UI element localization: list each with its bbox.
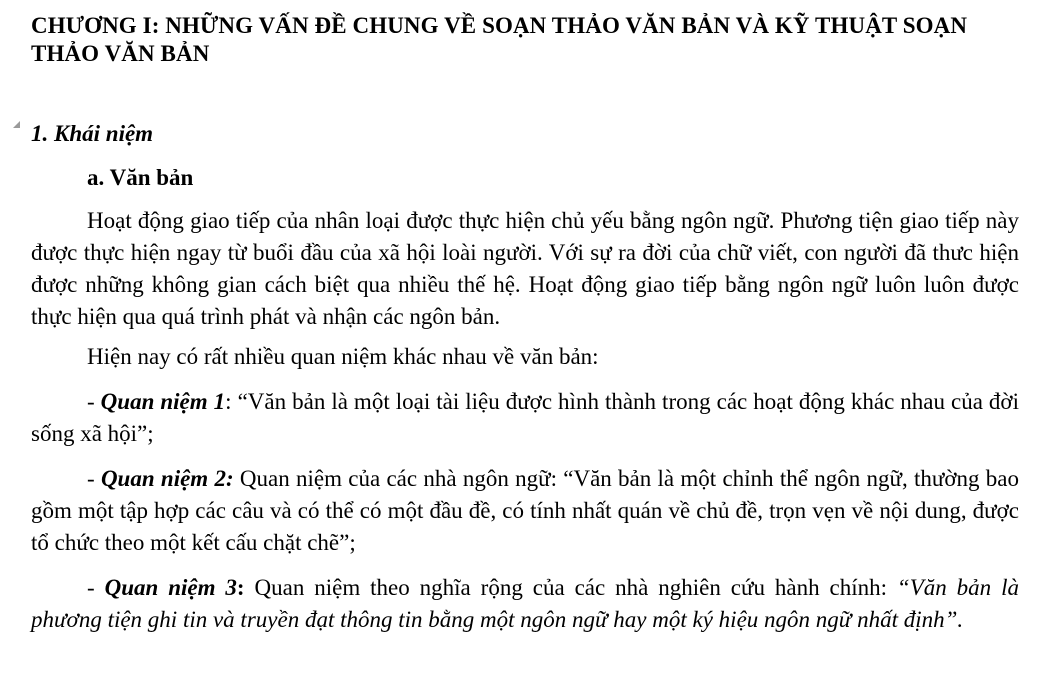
collapse-heading-icon[interactable] — [13, 121, 20, 128]
concept-text: Quan niệm của các nhà ngôn ngữ: “Văn bản là một chỉnh thể ngôn ngữ, thường bao gồm một tập hợp các câu và có thể có một đầu đề, có tính nhất quán về chủ đề, trọn vẹn về nội dung, được tổ chức theo một kết cấu chặt chẽ”; — [31, 466, 1019, 555]
paragraph: Hoạt động giao tiếp của nhân loại được thực hiện chủ yếu bằng ngôn ngữ. Phương tiện giao tiếp này được thực hiện ngay từ buổi đầu của xã hội loài người. Với sự ra đời của chữ viết, con người đã thưc hiện được những không gian cách biệt qua nhiều thế hệ. Hoạt động giao tiếp bằng ngôn ngữ luôn luôn được thực hiện qua quá trình phát và nhận các ngôn bản. — [31, 208, 1019, 329]
concept-3-paragraph — [31, 572, 1019, 636]
concept-text: : “Văn bản là một loại tài liệu được hình thành trong các hoạt động khác nhau của đời sống xã hội”; — [31, 389, 1019, 446]
concept-label: Quan niệm 1 — [100, 389, 226, 414]
concept-label: Quan niệm 3 — [104, 575, 237, 600]
chapter-title: CHƯƠNG I: NHỮNG VẤN ĐỀ CHUNG VỀ SOẠN THẢO VĂN BẢN VÀ KỸ THUẬT SOẠN THẢO VĂN BẢN — [31, 13, 968, 66]
document-body — [31, 0, 1019, 636]
concept-colon: : — [236, 575, 245, 600]
section-heading: 1. Khái niệm — [31, 121, 154, 146]
paragraph: Hiện nay có rất nhiều quan niệm khác nhau về văn bản: — [87, 344, 599, 369]
concept-text: Quan niệm theo nghĩa rộng của các nhà nghiên cứu hành chính: — [244, 575, 897, 600]
concept-label: Quan niệm 2: — [100, 466, 234, 491]
dash: - — [87, 389, 101, 414]
subsection-heading: a. Văn bản — [87, 165, 194, 190]
concept-quote: “Văn bản là phương tiện ghi tin và truyền đạt thông tin bằng một ngôn ngữ hay một ký hiệu ngôn ngữ nhất định”. — [31, 575, 1019, 632]
dash: - — [87, 575, 105, 600]
dash: - — [87, 466, 101, 491]
concept-1-paragraph — [31, 386, 1019, 450]
concept-2-paragraph — [31, 463, 1019, 559]
